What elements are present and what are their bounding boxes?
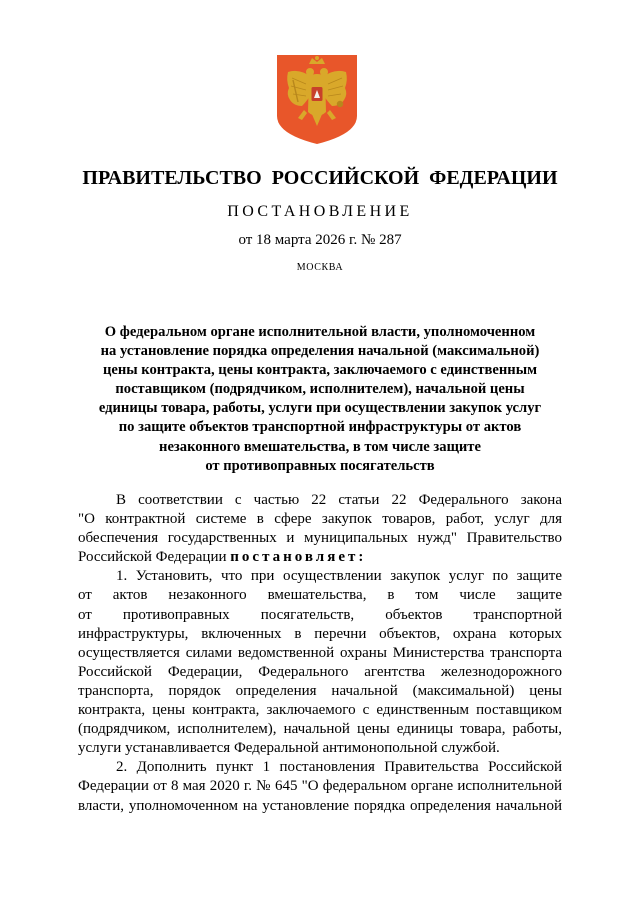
- body-line: инфраструктуры, включенных в перечни объектов, охрана которых: [78, 625, 562, 642]
- subject-line: по защите объектов транспортной инфраструктуры от актов: [118, 419, 522, 436]
- state-emblem-icon: [276, 54, 358, 145]
- body-line: (подрядчиком, исполнителем), начальной цены единицы товара, работы,: [78, 721, 562, 738]
- subject-line: цены контракта, цены контракта, заключаемого с единственным: [102, 362, 538, 379]
- document-date-number: от 18 марта 2026 г. № 287: [238, 232, 402, 248]
- body-line: обеспечения государственных и муниципальных нужд" Правительство: [78, 530, 562, 547]
- body-line: 1. Установить, что при осуществлении закупок услуг по защите: [116, 568, 562, 585]
- subject-line: О федеральном органе исполнительной власти, уполномоченном: [104, 324, 536, 340]
- body-line: В соответствии с частью 22 статьи 22 Федерального закона: [116, 492, 562, 508]
- decrees-word: постановляет:: [230, 549, 367, 566]
- body-line: транспорта, порядок определения начальной (максимальной) цены: [78, 682, 562, 699]
- document-subject: [80, 323, 560, 476]
- body-line: Федерации от 8 мая 2020 г. № 645 "О федеральном органе исполнительной: [78, 778, 562, 795]
- document-city: МОСКВА: [296, 262, 344, 273]
- subject-line: незаконного вмешательства, в том числе защите: [159, 438, 481, 455]
- body-line: власти, уполномоченном на установление порядка определения начальной: [78, 797, 562, 814]
- body-line: от противоправных посягательств, объектов транспортной: [78, 606, 562, 623]
- document-body: [78, 491, 562, 816]
- subject-line: от противоправных посягательств: [205, 457, 435, 474]
- subject-line: единицы товара, работы, услуги при осуществлении закупок услуг: [98, 400, 542, 417]
- body-line: 2. Дополнить пункт 1 постановления Правительства Российской: [116, 759, 562, 776]
- body-line: от актов незаконного вмешательства, в том числе защите: [78, 587, 562, 604]
- government-title: ПРАВИТЕЛЬСТВО РОССИЙСКОЙ ФЕДЕРАЦИИ: [82, 167, 558, 189]
- body-line: осуществляется силами ведомственной охраны Министерства транспорта: [78, 644, 562, 661]
- body-line: Российской Федерации, Федерального агентства железнодорожного: [78, 663, 562, 680]
- body-line-text: Российской Федерации: [78, 549, 227, 566]
- subject-line: на установление порядка определения начальной (максимальной): [100, 343, 540, 360]
- document-type: ПОСТАНОВЛЕНИЕ: [227, 203, 413, 220]
- body-line: контракта, цены контракта, заключаемого с единственным поставщиком: [78, 702, 562, 719]
- body-line: услуги устанавливается Федеральной антимонопольной службой.: [78, 740, 500, 757]
- body-line: "О контрактной системе в сфере закупок товаров, работ, услуг для: [78, 511, 562, 528]
- subject-line: поставщиком (подрядчиком, исполнителем), начальной цены: [115, 381, 525, 398]
- body-line-with-decree: [78, 548, 562, 567]
